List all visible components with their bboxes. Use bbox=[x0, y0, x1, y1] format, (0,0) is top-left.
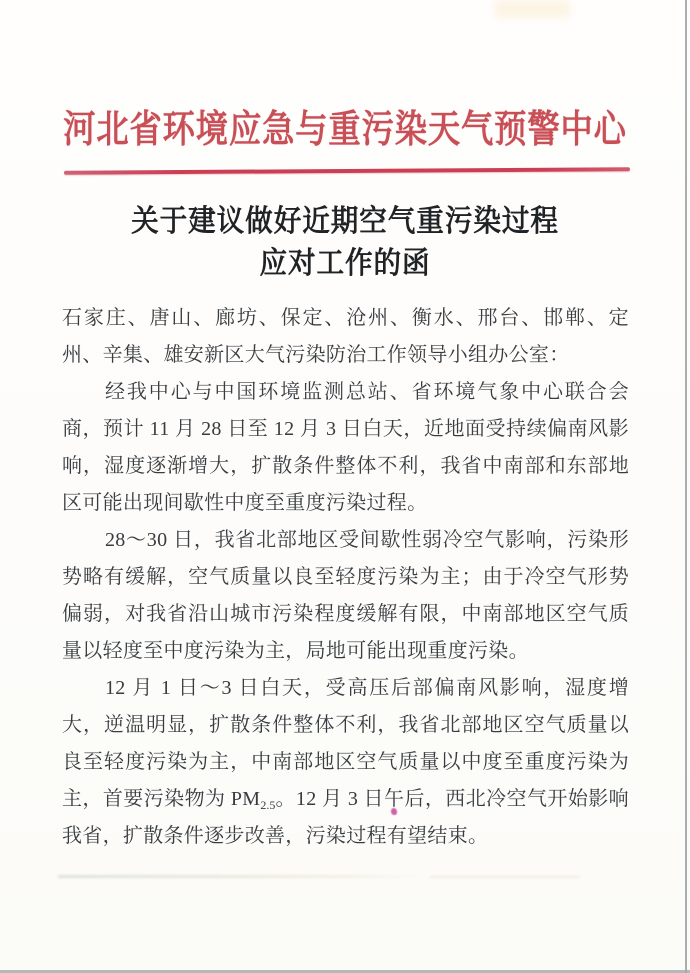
document-body bbox=[62, 300, 629, 855]
scan-stain bbox=[495, 0, 570, 18]
scan-smudge-line-2 bbox=[430, 876, 580, 878]
paragraph-forecast-overview: 经我中心与中国环境监测总站、省环境气象中心联合会商，预计 11 月 28 日至 12 月 3 日白天，近地面受持续偏南风影响，湿度逐渐增大，扩散条件整体不利，我省中南部和东部地区可能出现间歇性中度至重度污染过程。 bbox=[62, 381, 629, 514]
document-title-line2: 应对工作的函 bbox=[259, 247, 431, 280]
letterhead-divider bbox=[64, 167, 630, 174]
document-title-line1: 关于建议做好近期空气重污染过程 bbox=[131, 205, 559, 238]
scan-page-edge-right bbox=[685, 0, 687, 973]
paragraph-dec1-3 bbox=[62, 670, 629, 855]
document-title bbox=[28, 201, 663, 285]
salutation: 石家庄、唐山、廊坊、保定、沧州、衡水、邢台、邯郸、定州、辛集、雄安新区大气污染防治工作领导小组办公室： bbox=[62, 307, 629, 366]
letterhead-org-name: 河北省环境应急与重污染天气预警中心 bbox=[63, 109, 627, 151]
paragraph-nov28-30: 28～30 日，我省北部地区受间歇性弱冷空气影响，污染形势略有缓解，空气质量以良至轻度污染为主；由于冷空气形势偏弱，对我省沿山城市污染程度缓解有限，中南部地区空气质量以轻度至中度污染为主，局地可能出现重度污染。 bbox=[62, 529, 629, 662]
paragraph-dec1-3-tail: 。12 月 3 日午后，西北冷空气开始影响我省，扩散条件逐步改善，污染过程有望结束。 bbox=[62, 788, 629, 847]
paragraph-dec1-3-text: 12 月 1 日～3 日白天，受高压后部偏南风影响，湿度增大，逆温明显，扩散条件整体不利，我省北部地区空气质量以良至轻度污染为主，中南部地区空气质量以中度至重度污染为主，首要污染物为 PM bbox=[62, 677, 629, 810]
scan-smudge-line bbox=[58, 875, 418, 878]
pm25-subscript: 2.5 bbox=[260, 798, 276, 812]
